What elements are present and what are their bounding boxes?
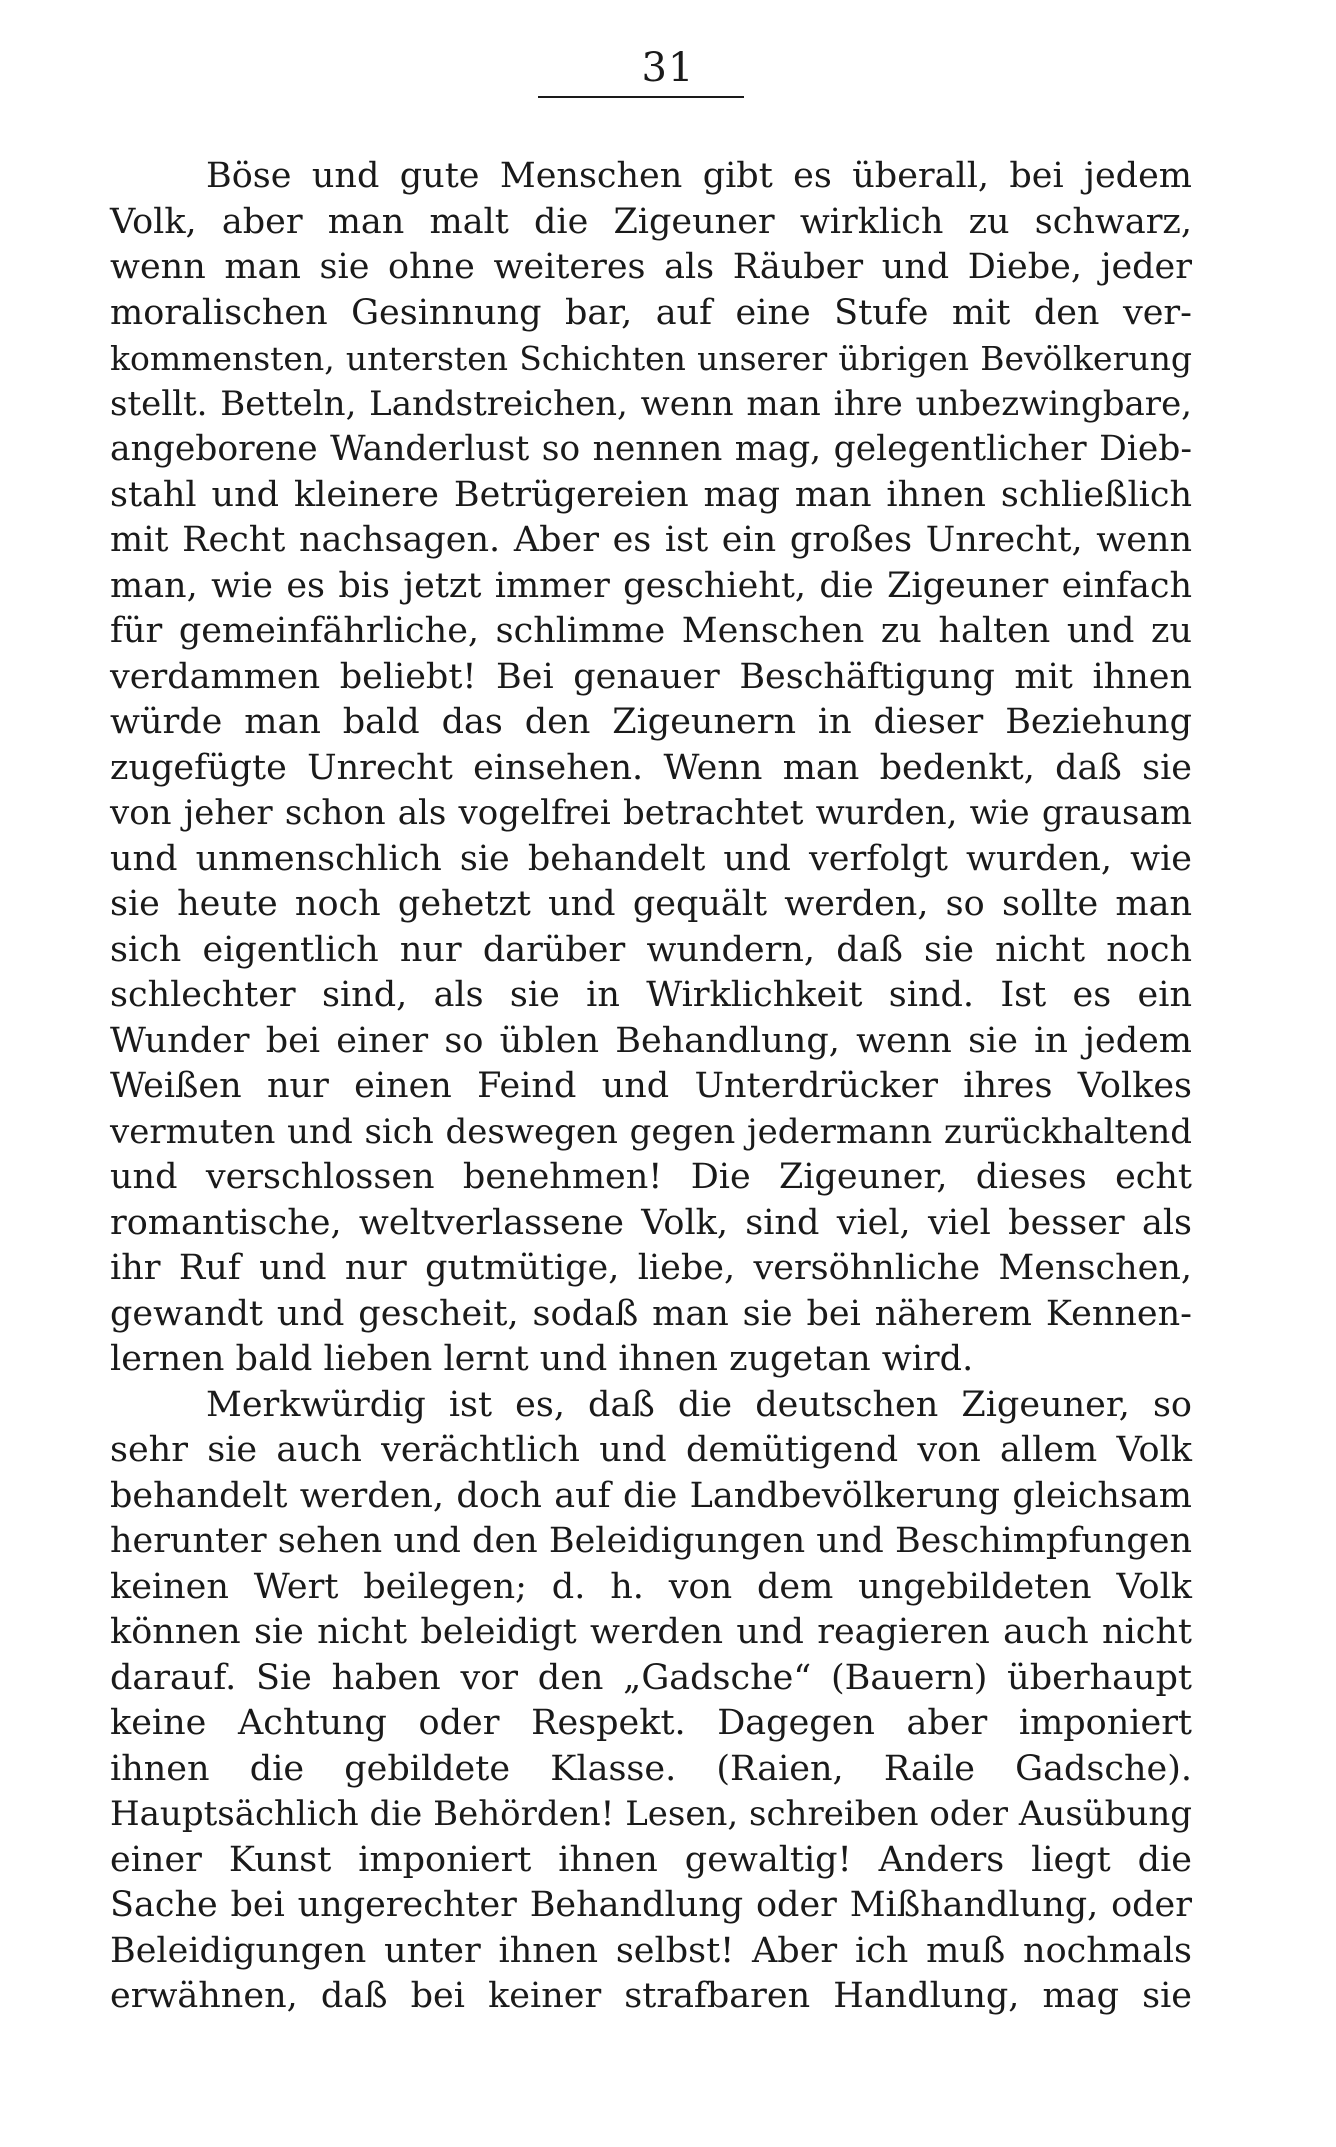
text-line: darauf. Sie haben vor den „Gadsche“ (Bauern) überhaupt xyxy=(110,1657,1192,1698)
text-line: keinen Wert beilegen; d. h. von dem ungebildeten Volk xyxy=(110,1566,1192,1607)
text-line: angeborene Wanderlust so nennen mag, gelegentlicher Dieb- xyxy=(110,429,1192,469)
header-rule xyxy=(538,96,744,98)
text-line: ihnen die gebildete Klasse. (Raien, Raile Gadsche). xyxy=(110,1748,1192,1789)
text-line: behandelt werden, doch auf die Landbevölkerung gleichsam xyxy=(110,1475,1192,1516)
text-line: für gemeinfährliche, schlimme Menschen zu halten und zu xyxy=(110,611,1192,651)
text-line: Weißen nur einen Feind und Unterdrücker ihres Volkes xyxy=(110,1066,1192,1106)
text-line: moralischen Gesinnung bar, auf eine Stufe mit den ver- xyxy=(110,292,1192,333)
text-line: kommensten, untersten Schichten unserer übrigen Bevölkerung xyxy=(110,339,1192,378)
text-line: Sache bei ungerechter Behandlung oder Mißhandlung, oder xyxy=(110,1885,1192,1925)
page-number: 31 xyxy=(641,45,695,91)
text-line: keine Achtung oder Respekt. Dagegen aber imponiert xyxy=(110,1703,1192,1743)
text-line: Wunder bei einer so üblen Behandlung, wenn sie in jedem xyxy=(110,1020,1192,1061)
body-text xyxy=(110,154,1192,2020)
text-line: romantische, weltverlassene Volk, sind viel, viel besser als xyxy=(110,1202,1192,1243)
text-line: sich eigentlich nur darüber wundern, daß sie nicht noch xyxy=(110,929,1192,970)
text-line: verdammen beliebt! Bei genauer Beschäftigung mit ihnen xyxy=(110,656,1192,697)
text-line: gewandt und gescheit, sodaß man sie bei näherem Kennen- xyxy=(110,1293,1192,1334)
text-line: und unmenschlich sie behandelt und verfolgt wurden, wie xyxy=(110,838,1192,879)
text-line: zugefügte Unrecht einsehen. Wenn man bedenkt, daß sie xyxy=(110,747,1192,788)
text-line: man, wie es bis jetzt immer geschieht, die Zigeuner einfach xyxy=(110,565,1192,606)
paragraph-2 xyxy=(110,1383,1192,2020)
text-line: Böse und gute Menschen gibt es überall, bei jedem xyxy=(206,156,1192,196)
text-line: erwähnen, daß bei keiner strafbaren Handlung, mag sie xyxy=(110,1976,1192,2016)
text-line: sie heute noch gehetzt und gequält werden, so sollte man xyxy=(110,884,1192,924)
text-line: würde man bald das den Zigeunern in dieser Beziehung xyxy=(110,702,1192,742)
text-line: sehr sie auch verächtlich und demütigend von allem Volk xyxy=(110,1430,1192,1470)
text-line: Volk, aber man malt die Zigeuner wirklich zu schwarz, xyxy=(110,201,1192,242)
text-line: können sie nicht beleidigt werden und reagieren auch nicht xyxy=(110,1612,1192,1652)
text-line: stahl und kleinere Betrügereien mag man ihnen schließlich xyxy=(110,474,1192,515)
text-line: von jeher schon als vogelfrei betrachtet wurden, wie grausam xyxy=(110,793,1192,833)
text-line: wenn man sie ohne weiteres als Räuber und Diebe, jeder xyxy=(110,247,1192,287)
text-line: lernen bald lieben lernt und ihnen zugetan wird. xyxy=(110,1339,974,1379)
text-line: herunter sehen und den Beleidigungen und Beschimpfungen xyxy=(110,1521,1192,1561)
text-line: einer Kunst imponiert ihnen gewaltig! Anders liegt die xyxy=(110,1839,1192,1880)
text-line: ihr Ruf und nur gutmütige, liebe, versöhnliche Menschen, xyxy=(110,1248,1192,1288)
text-line: stellt. Betteln, Landstreichen, wenn man ihre unbezwingbare, xyxy=(110,383,1192,424)
text-line: vermuten und sich deswegen gegen jedermann zurückhaltend xyxy=(110,1111,1192,1152)
text-line: Hauptsächlich die Behörden! Lesen, schreiben oder Ausübung xyxy=(110,1794,1192,1834)
paragraph-1 xyxy=(110,154,1192,1383)
text-line: mit Recht nachsagen. Aber es ist ein großes Unrecht, wenn xyxy=(110,520,1192,560)
text-line: Merkwürdig ist es, daß die deutschen Zigeuner, so xyxy=(206,1384,1192,1425)
text-line: schlechter sind, als sie in Wirklichkeit sind. Ist es ein xyxy=(110,975,1192,1015)
text-line: und verschlossen benehmen! Die Zigeuner, dieses echt xyxy=(110,1157,1192,1197)
text-line: Beleidigungen unter ihnen selbst! Aber ich muß nochmals xyxy=(110,1930,1192,1971)
